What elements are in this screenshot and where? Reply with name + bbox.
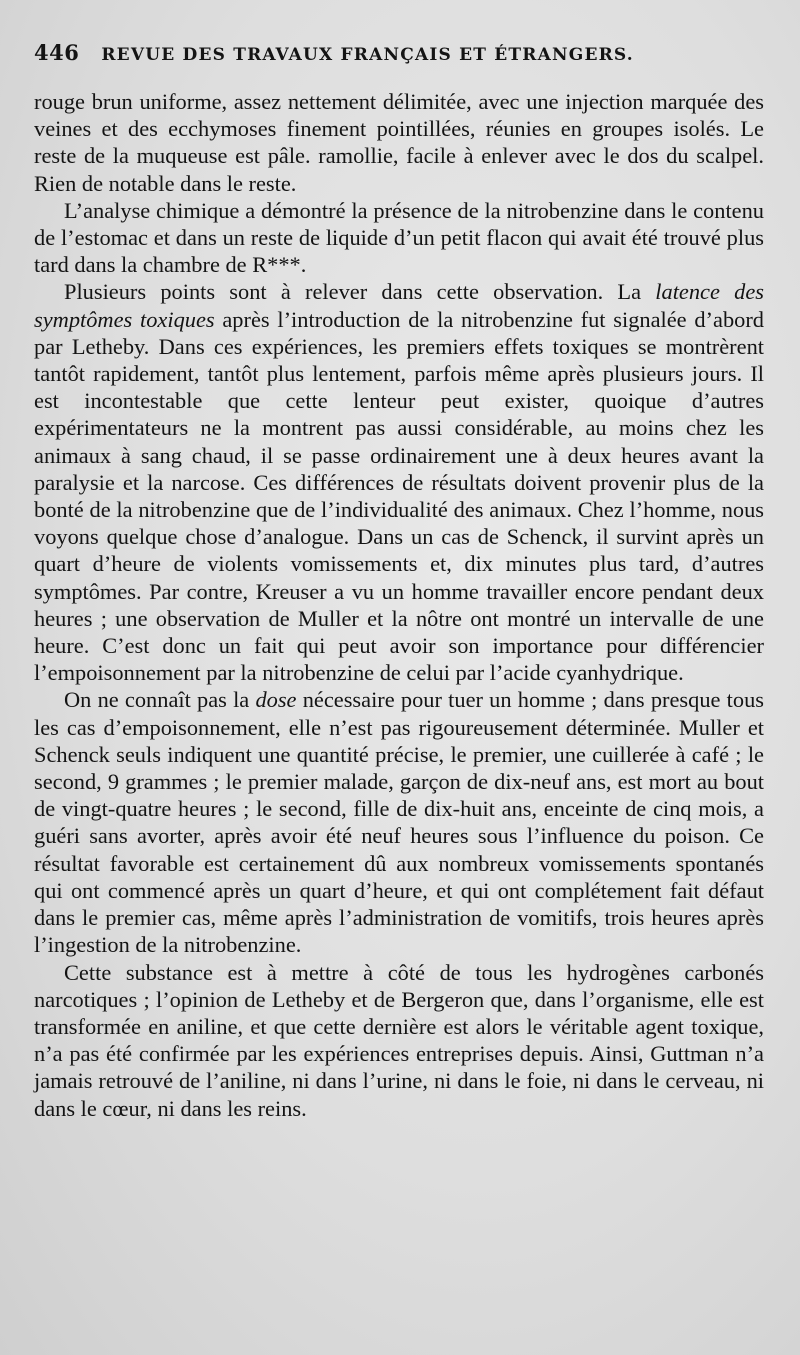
- paragraph-4: [34, 686, 764, 958]
- paragraph-4-text-end: nécessaire pour tuer un homme ; dans presque tous les cas d’empoisonnement, elle n’est pas rigoureusement déterminée. Muller et Schenck seuls indiquent une quantité précise, le premier, une cuillerée à café ; le second, 9 grammes ; le premier malade, garçon de dix-neuf ans, est mort au bout de vingt-quatre heures ; le second, fille de dix-huit ans, enceinte de cinq mois, a guéri sans avorter, après avoir été neuf heures sous l’influence du poison. Ce résultat favorable est certainement dû aux nombreux vomissements spontanés qui ont commencé après un quart d’heure, et qui ont complétement fait défaut dans le premier cas, même après l’administration de vomitifs, trois heures après l’ingestion de la nitrobenzine.: [34, 687, 764, 958]
- paragraph-4-text-start: On ne connaît pas la: [64, 687, 256, 713]
- journal-title: REVUE DES TRAVAUX FRANÇAIS ET ÉTRANGERS.: [101, 45, 634, 65]
- paragraph-1-text: rouge brun uniforme, assez nettement délimitée, avec une injection marquée des veines et des ecchymoses finement pointillées, réunies en groupes isolés. Le reste de la muqueuse est pâle. ramollie, facile à enlever avec le dos du scalpel. Rien de notable dans le reste.: [34, 89, 764, 196]
- paragraph-2-text: L’analyse chimique a démontré la présence de la nitrobenzine dans le contenu de l’estomac et dans un reste de liquide d’un petit flacon qui avait été trouvé plus tard dans la chambre de R***.: [34, 197, 764, 278]
- paragraph-4-italic: dose: [255, 687, 297, 713]
- paragraph-5: [34, 959, 764, 1122]
- paragraph-3: [34, 278, 764, 686]
- paragraph-3-text-end: après l’introduction de la nitrobenzine fut signalée d’abord par Letheby. Dans ces expériences, les premiers effets toxiques se montrèrent tantôt rapidement, tantôt plus lentement, parfois même après plusieurs jours. Il est incontestable que cette lenteur peut exister, quoique d’autres expérimentateurs ne la montrent pas aussi considérable, au moins chez les animaux à sang chaud, il se passe ordinairement une à deux heures avant la paralysie et la narcose. Ces différences de résultats doivent provenir plus de la bonté de la nitrobenzine que de l’individualité des animaux. Chez l’homme, nous voyons quelque chose d’analogue. Dans un cas de Schenck, il survint après un quart d’heure de violents vomissements et, dix minutes plus tard, d’autres symptômes. Par contre, Kreuser a vu un homme travailler encore pendant deux heures ; une observation de Muller et la nôtre ont montré un intervalle de une heure. C’est donc un fait qui peut avoir son importance pour différencier l’empoisonnement par la nitrobenzine de celui par l’acide cyanhydrique.: [34, 306, 764, 686]
- body-text: [34, 88, 764, 1122]
- running-head: [34, 40, 764, 80]
- paragraph-3-italic: latence des symptômes toxiques: [34, 279, 765, 332]
- paragraph-1: [34, 88, 764, 197]
- page-number: 446: [34, 40, 80, 65]
- paragraph-3-text-start: Plusieurs points sont à relever dans cette observation. La: [64, 279, 656, 305]
- paragraph-2: [34, 197, 764, 279]
- paragraph-5-text: Cette substance est à mettre à côté de tous les hydrogènes carbonés narcotiques ; l’opinion de Letheby et de Bergeron que, dans l’organisme, elle est transformée en aniline, et que cette dernière est alors le véritable agent toxique, n’a pas été confirmée par les expériences entreprises depuis. Ainsi, Guttman n’a jamais retrouvé de l’aniline, ni dans l’urine, ni dans le foie, ni dans le cerveau, ni dans le cœur, ni dans les reins.: [34, 959, 764, 1121]
